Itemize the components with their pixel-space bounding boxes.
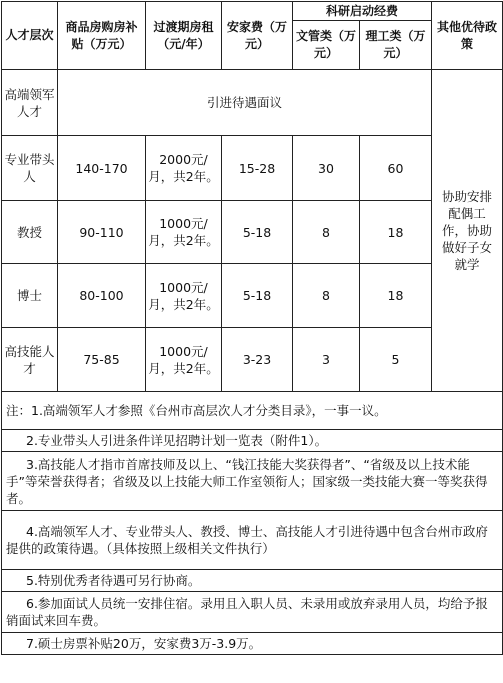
policy-document bbox=[1, 1, 502, 681]
note-4: 4.高端领军人才、专业带头人、教授、博士、高技能人才引进待遇中包含台州市政府提供的政策待遇。（具体按照上级相关文件执行） bbox=[2, 511, 503, 570]
sci-cell: 5 bbox=[360, 328, 432, 392]
level-cell: 高端领军人才 bbox=[2, 70, 58, 136]
arts-cell: 3 bbox=[293, 328, 360, 392]
rent-cell: 1000元/月，共2年。 bbox=[146, 201, 222, 264]
subsidy-cell: 80-100 bbox=[58, 264, 146, 328]
note-row bbox=[2, 452, 503, 511]
table-row bbox=[2, 264, 503, 328]
level-cell: 博士 bbox=[2, 264, 58, 328]
merged-cell: 引进待遇面议 bbox=[58, 70, 432, 136]
header-subsidy: 商品房购房补贴（万元） bbox=[58, 2, 146, 70]
note-row bbox=[2, 570, 503, 592]
level-cell: 高技能人才 bbox=[2, 328, 58, 392]
other-policy-cell: 协助安排配偶工作，协助做好子女就学 bbox=[432, 70, 503, 392]
talent-policy-table bbox=[1, 1, 503, 655]
note-row bbox=[2, 392, 503, 430]
note-3: 3.高技能人才指市首席技师及以上、“钱江技能大奖获得者”、“省级及以上技术能手”等荣誉获得者；省级及以上技能大师工作室领衔人；国家级一类技能大赛一等奖获得者。 bbox=[2, 452, 503, 511]
arts-cell: 8 bbox=[293, 264, 360, 328]
note-6: 6.参加面试人员统一安排住宿。录用且入职人员、未录用或放弃录用人员，均给予报销面试来回车费。 bbox=[2, 592, 503, 633]
subsidy-cell: 75-85 bbox=[58, 328, 146, 392]
subsidy-cell: 90-110 bbox=[58, 201, 146, 264]
header-research-group: 科研启动经费 bbox=[293, 2, 432, 21]
table-row bbox=[2, 70, 503, 136]
settle-cell: 15-28 bbox=[222, 136, 293, 201]
level-cell: 教授 bbox=[2, 201, 58, 264]
table-row bbox=[2, 328, 503, 392]
level-cell: 专业带头人 bbox=[2, 136, 58, 201]
header-arts: 文管类（万元） bbox=[293, 21, 360, 70]
arts-cell: 30 bbox=[293, 136, 360, 201]
header-settle: 安家费（万元） bbox=[222, 2, 293, 70]
header-level: 人才层次 bbox=[2, 2, 58, 70]
header-other-policy: 其他优待政策 bbox=[432, 2, 503, 70]
note-7: 7.硕士房票补贴20万，安家费3万-3.9万。 bbox=[2, 633, 503, 655]
settle-cell: 5-18 bbox=[222, 264, 293, 328]
settle-cell: 5-18 bbox=[222, 201, 293, 264]
sci-cell: 18 bbox=[360, 201, 432, 264]
sci-cell: 60 bbox=[360, 136, 432, 201]
note-2: 2.专业带头人引进条件详见招聘计划一览表（附件1）。 bbox=[2, 430, 503, 452]
table-row bbox=[2, 136, 503, 201]
table-row bbox=[2, 201, 503, 264]
note-row bbox=[2, 633, 503, 655]
header-row-1 bbox=[2, 2, 503, 21]
sci-cell: 18 bbox=[360, 264, 432, 328]
header-sci: 理工类（万元） bbox=[360, 21, 432, 70]
note-row bbox=[2, 430, 503, 452]
note-row bbox=[2, 592, 503, 633]
note-1: 注：1.高端领军人才参照《台州市高层次人才分类目录》，一事一议。 bbox=[2, 392, 503, 430]
note-5: 5.特别优秀者待遇可另行协商。 bbox=[2, 570, 503, 592]
note-row bbox=[2, 511, 503, 570]
header-rent: 过渡期房租（元/年） bbox=[146, 2, 222, 70]
settle-cell: 3-23 bbox=[222, 328, 293, 392]
rent-cell: 1000元/月，共2年。 bbox=[146, 328, 222, 392]
subsidy-cell: 140-170 bbox=[58, 136, 146, 201]
rent-cell: 2000元/月，共2年。 bbox=[146, 136, 222, 201]
rent-cell: 1000元/月，共2年。 bbox=[146, 264, 222, 328]
arts-cell: 8 bbox=[293, 201, 360, 264]
